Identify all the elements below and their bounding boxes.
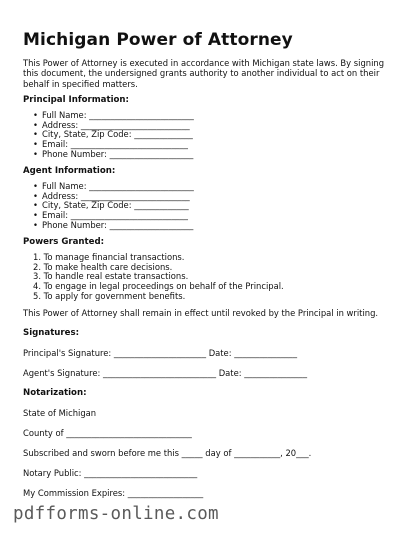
principal-signature-line: Principal's Signature: ______________________ Date: _______________ (23, 347, 298, 358)
power-item: 3. To handle real estate transactions. (33, 271, 189, 282)
powers-list (33, 253, 393, 301)
intro-paragraph: This Power of Attorney is executed in accordance with Michigan state laws. By signing this document, the undersigned grants authority to another individual to act on their behalf in specified matters. (23, 58, 385, 89)
principal-city-state-zip-field: • City, State, Zip Code: ______________ (33, 130, 393, 140)
agent-address-field: • Address: __________________________ (33, 192, 393, 202)
revocation-statement: This Power of Attorney shall remain in effect until revoked by the Principal in writing. (23, 308, 379, 319)
agent-phone-field: • Phone Number: ____________________ (33, 221, 393, 231)
principal-address-field: • Address: __________________________ (33, 121, 393, 131)
notary-commission-line: My Commission Expires: __________________ (23, 487, 204, 498)
signatures-heading: Signatures: (23, 327, 80, 338)
power-item: 1. To manage financial transactions. (33, 252, 185, 263)
agent-email-field: • Email: ____________________________ (33, 211, 393, 221)
agent-field-list (33, 182, 393, 230)
power-item: 2. To make health care decisions. (33, 261, 173, 272)
notary-county-line: County of ______________________________ (23, 427, 192, 438)
agent-city-state-zip-field: • City, State, Zip Code: _____________ (33, 201, 393, 211)
notary-public-line: Notary Public: ___________________________ (23, 467, 198, 478)
agent-signature-line: Agent's Signature: ___________________________ Date: _______________ (23, 367, 308, 378)
agent-heading: Agent Information: (23, 166, 116, 177)
power-item: 4. To engage in legal proceedings on behalf of the Principal. (33, 280, 284, 291)
principal-phone-field: • Phone Number: ____________________ (33, 150, 393, 160)
power-item: 5. To apply for government benefits. (33, 290, 186, 301)
document-page (23, 30, 393, 508)
notary-sworn-line: Subscribed and sworn before me this _____ day of ___________, 20___. (23, 447, 312, 458)
agent-full-name-field: • Full Name: _________________________ (33, 182, 393, 192)
document-title: Michigan Power of Attorney (23, 30, 293, 50)
principal-email-field: • Email: ____________________________ (33, 140, 393, 150)
notarization-heading: Notarization: (23, 387, 87, 398)
principal-heading: Principal Information: (23, 95, 129, 106)
principal-full-name-field: • Full Name: _________________________ (33, 111, 393, 121)
notary-state-line: State of Michigan (23, 407, 97, 418)
principal-field-list (33, 111, 393, 159)
site-watermark: pdfforms-online.com (13, 504, 219, 524)
powers-heading: Powers Granted: (23, 237, 105, 248)
